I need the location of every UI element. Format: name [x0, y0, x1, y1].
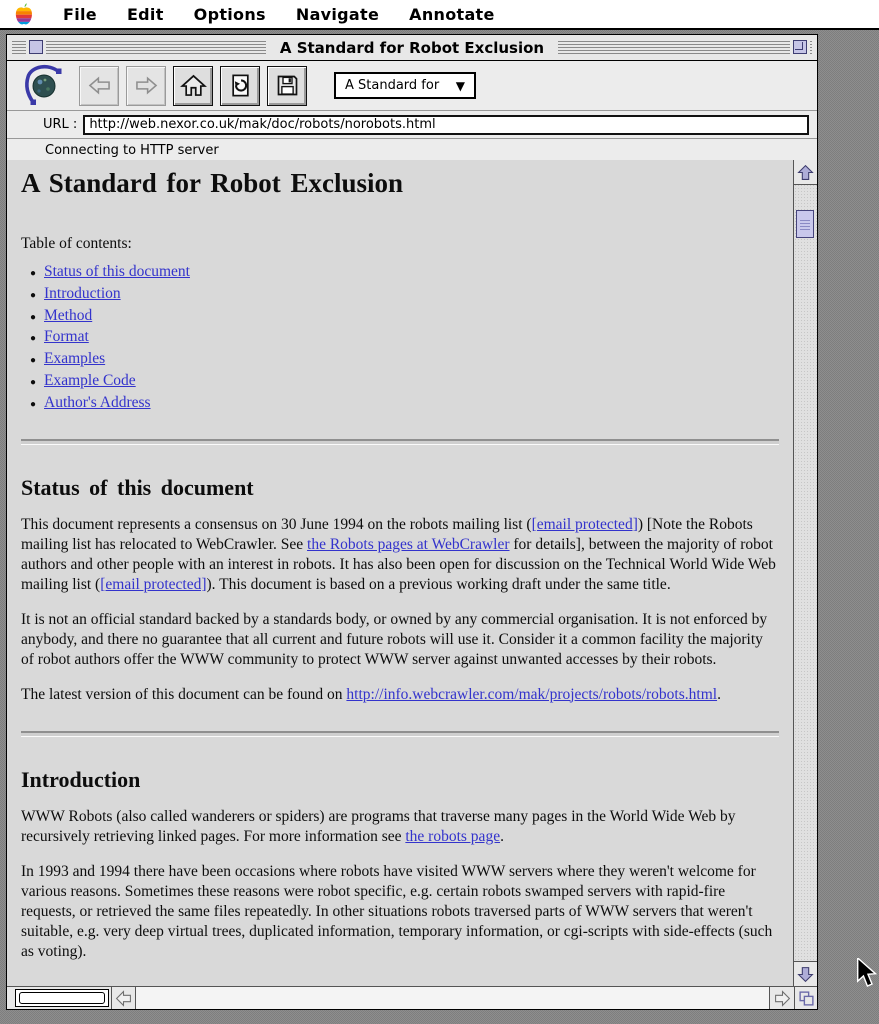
bullet-icon: ● [30, 376, 37, 388]
menu-options[interactable]: Options [193, 4, 266, 24]
content-link[interactable]: [email protected] [531, 515, 638, 533]
section-heading-status: Status of this document [21, 474, 254, 500]
scroll-right-button[interactable] [769, 987, 794, 1009]
apple-menu[interactable] [14, 3, 33, 25]
paragraph [21, 807, 779, 847]
toc-item [21, 262, 779, 284]
status-text: Connecting to HTTP server [45, 142, 219, 158]
toc-item [21, 393, 779, 415]
mouse-cursor [856, 958, 878, 988]
reload-icon [227, 72, 254, 99]
section-heading-introduction: Introduction [21, 766, 141, 792]
menu-annotate[interactable]: Annotate [409, 4, 495, 24]
bullet-icon: ● [30, 398, 37, 410]
save-icon [274, 72, 301, 99]
bullet-icon: ● [30, 268, 37, 279]
bullet-icon: ● [30, 311, 37, 323]
paragraph [21, 515, 779, 595]
browser-window [6, 34, 818, 1010]
window-resize-handle[interactable] [794, 987, 817, 1009]
bullet-icon: ● [30, 289, 37, 301]
zoom-box[interactable] [793, 40, 807, 54]
page-title: A Standard for Robot Exclusion [21, 168, 404, 198]
history-dropdown[interactable] [334, 72, 476, 99]
progress-indicator-inner [19, 992, 105, 1004]
status-bar [7, 139, 817, 162]
save-button[interactable] [267, 66, 307, 106]
toc-label: Table of contents: [21, 235, 132, 252]
forward-icon [133, 72, 160, 99]
bullet-icon: ● [30, 333, 37, 345]
content-area [7, 160, 817, 986]
text-segment: WWW Robots (also called wanderers or spiders) are programs that traverse many pages in the World Wide Web by recursively retrieving linked pages. For more information see [21, 807, 736, 845]
toc-item [21, 349, 779, 371]
paragraph [21, 610, 779, 670]
horizontal-scrollbar[interactable] [7, 986, 817, 1009]
home-button[interactable] [173, 66, 213, 106]
home-icon [180, 72, 207, 99]
content-link[interactable]: [email protected] [100, 575, 207, 593]
paragraph [21, 685, 779, 705]
scrollbar-thumb[interactable] [796, 210, 814, 238]
text-segment: . [500, 827, 504, 845]
text-segment: This document represents a consensus on 30 June 1994 on the robots mailing list ( [21, 515, 532, 533]
text-segment: In 1993 and 1994 there have been occasions where robots have visited WWW servers where they weren't welcome for various reasons. Sometimes these reasons were robot specific, e.g. certain robots swamped servers with rapid-fire requests, or retrieved the same files repeatedly. In other situations robots traversed parts of WWW servers that weren't suitable, e.g. very deep virtual trees, duplicated information, temporary information, or cgi-scripts with side-effects (such as voting). [21, 862, 773, 960]
toc-link-introduction[interactable]: Introduction [44, 284, 121, 302]
toc-link-status[interactable]: Status of this document [44, 263, 190, 280]
menu-bar [0, 0, 879, 30]
content-link[interactable]: the robots page [405, 827, 501, 845]
dropdown-arrow-icon: ▼ [455, 78, 465, 93]
content-link[interactable]: http://info.webcrawler.com/mak/projects/robots/robots.html [346, 685, 718, 703]
toc-link-example-code[interactable]: Example Code [44, 371, 136, 389]
text-segment: for details], between the majority of robot authors and other people with an interest in robots. It has also been open for discussion on the Technical World Wide Web mailing list ( [21, 535, 776, 593]
text-segment: ) [Note the Robots mailing list has relocated to WebCrawler. See [21, 515, 753, 553]
close-box[interactable] [29, 40, 43, 54]
toc-link-format[interactable]: Format [44, 328, 89, 346]
menu-file[interactable]: File [63, 4, 97, 24]
globe-logo-icon [21, 64, 67, 108]
toc-link-authors-address[interactable]: Author's Address [44, 393, 151, 411]
back-button[interactable] [79, 66, 119, 106]
toc-link-examples[interactable]: Examples [44, 350, 106, 368]
url-label: URL : [43, 117, 78, 132]
document-view [7, 160, 794, 986]
url-bar [7, 111, 817, 139]
text-segment: The latest version of this document can be found on [21, 685, 347, 703]
window-title: A Standard for Robot Exclusion [266, 39, 558, 57]
scroll-up-button[interactable] [794, 160, 817, 185]
toc-item [21, 306, 779, 328]
menu-navigate[interactable]: Navigate [295, 4, 380, 24]
scroll-down-icon [797, 966, 814, 983]
content-link[interactable]: the Robots pages at WebCrawler [307, 535, 510, 553]
toc-item [21, 284, 779, 306]
paragraph [21, 862, 779, 962]
vertical-scrollbar[interactable] [794, 160, 817, 986]
url-input[interactable] [83, 115, 809, 135]
scroll-down-button[interactable] [794, 961, 817, 986]
toolbar [7, 61, 817, 111]
history-dropdown-label: A Standard for [345, 78, 440, 93]
text-segment: . [717, 685, 721, 703]
back-icon [86, 72, 113, 99]
scroll-left-icon [115, 990, 132, 1007]
zoom-box-inner [795, 42, 803, 50]
table-of-contents [21, 262, 779, 415]
scroll-right-icon [774, 990, 791, 1007]
apple-logo-icon [14, 3, 33, 25]
reload-button[interactable] [220, 66, 260, 106]
title-bar[interactable] [7, 35, 817, 61]
forward-button[interactable] [126, 66, 166, 106]
bullet-icon: ● [30, 355, 37, 367]
horizontal-scroll-track[interactable] [136, 987, 769, 1009]
toc-item [21, 327, 779, 349]
toc-item [21, 371, 779, 393]
progress-indicator [15, 989, 109, 1007]
grow-box-icon [798, 990, 815, 1007]
text-segment: ). This document is based on a previous working draft under the same title. [206, 575, 671, 593]
toc-link-method[interactable]: Method [44, 306, 93, 324]
horizontal-rule [21, 731, 779, 737]
scrollbar-thumb-grip [800, 218, 810, 231]
horizontal-rule [21, 439, 779, 445]
scroll-left-button[interactable] [111, 987, 136, 1009]
text-segment: It is not an official standard backed by a standards body, or owned by any commercial organisation. It is not enforced by anybody, and there no guarantee that all current and future robots will use it. Consider it a common facility the majority of robot authors offer the WWW community to protect WWW server against unwanted accesses by their robots. [21, 610, 768, 668]
scroll-up-icon [797, 164, 814, 181]
menu-edit[interactable]: Edit [126, 4, 164, 24]
